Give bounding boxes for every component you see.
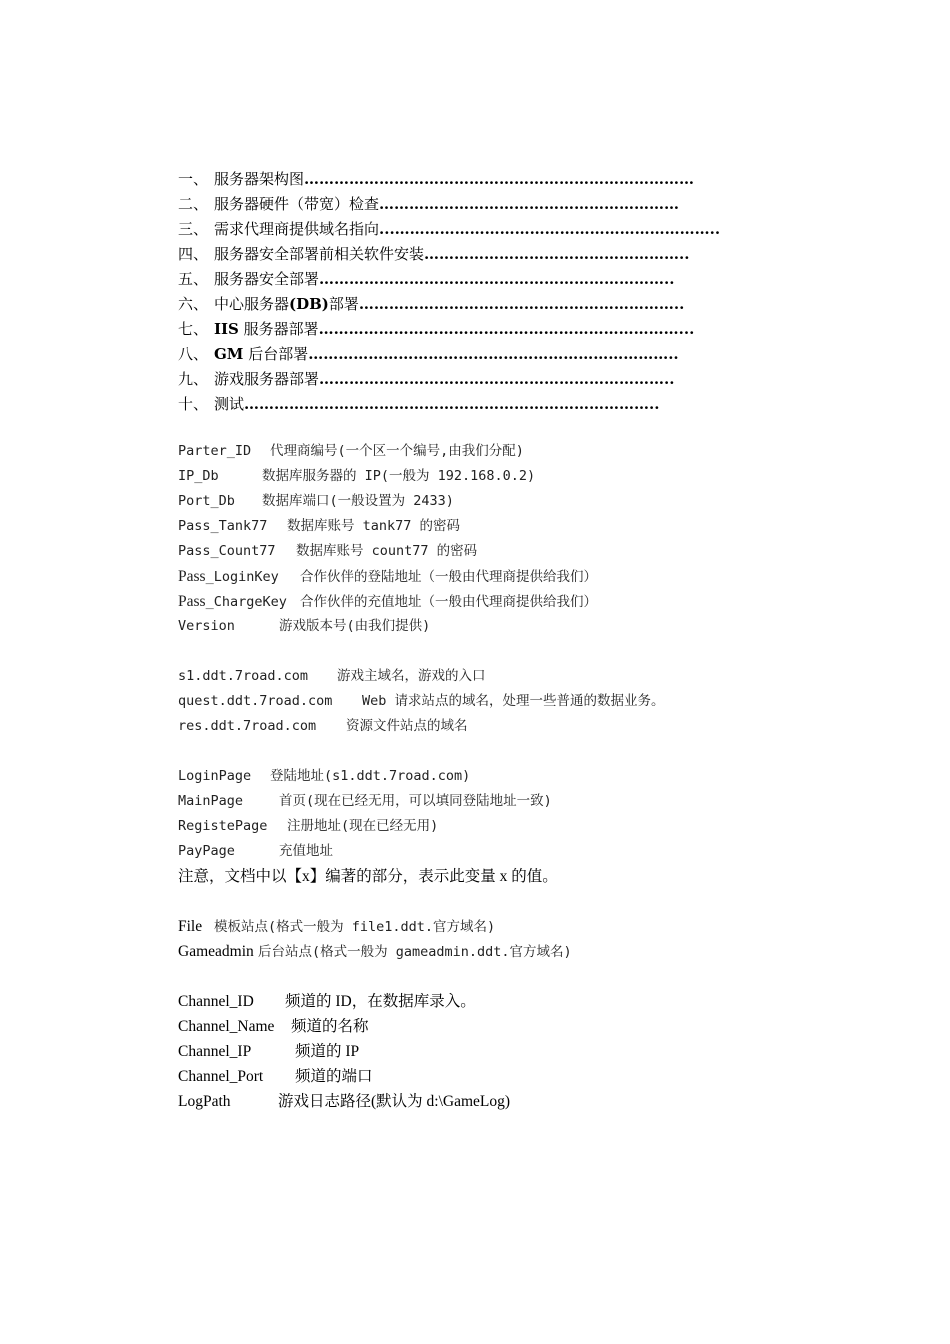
table-of-contents: [178, 167, 758, 417]
param-row: [178, 489, 597, 514]
channel-desc: 频道的名称: [291, 1018, 369, 1035]
site-key: File: [178, 918, 203, 935]
domain-desc: Web 请求站点的域名，处理一些普通的数据业务。: [362, 693, 665, 709]
site-desc: 模板站点(格式一般为 file1.ddt.官方域名): [214, 919, 496, 935]
toc-number: 五、: [178, 270, 209, 288]
param-key: Parter_ID: [178, 443, 252, 459]
toc-title: [214, 317, 319, 342]
toc-leader: ……………………………………………………: [379, 195, 680, 213]
page-key: PayPage: [178, 843, 235, 859]
channel-row: [178, 989, 510, 1014]
toc-item: [178, 392, 758, 417]
toc-title-text: 部署: [328, 295, 359, 313]
toc-title-text: 中心服务器: [214, 295, 290, 313]
toc-item: [178, 342, 758, 367]
toc-item: [178, 292, 758, 317]
page-key: MainPage: [178, 793, 244, 809]
param-key: [178, 564, 300, 590]
domain-key: quest.ddt.7road.com: [178, 693, 333, 709]
toc-item: [178, 317, 758, 342]
page-key: RegistePage: [178, 818, 268, 834]
note-text: 注意，文档中以【x】编著的部分，表示此变量 x 的值。: [178, 868, 558, 885]
param-key-suffix: _ChargeKey: [205, 594, 287, 610]
param-row: [178, 464, 597, 489]
toc-leader: ………………………………………………………………………..: [244, 395, 660, 413]
param-row: [178, 439, 597, 464]
toc-title: 服务器安全部署: [214, 270, 320, 288]
toc-item: [178, 217, 758, 242]
page-row: [178, 814, 558, 839]
toc-number: 九、: [178, 370, 209, 388]
toc-item: [178, 242, 758, 267]
page-desc: 登陆地址(s1.ddt.7road.com): [270, 768, 471, 784]
site-row: [178, 914, 572, 939]
toc-leader: ………………………………………………………………..: [308, 345, 679, 363]
page-key: LoginPage: [178, 768, 252, 784]
channel-row: [178, 1014, 510, 1039]
toc-title: 服务器安全部署前相关软件安装: [214, 245, 425, 263]
toc-leader: ……………………………………………………………………: [304, 170, 695, 188]
toc-item: [178, 367, 758, 392]
param-desc: 数据库端口(一般设置为 2433): [262, 493, 454, 509]
param-key-prefix: Pass: [178, 593, 206, 610]
toc-number: 六、: [178, 295, 209, 313]
param-row: [178, 539, 597, 564]
toc-title-bold: GM: [214, 345, 244, 363]
channel-desc: 游戏日志路径(默认为 d:\GameLog): [278, 1093, 511, 1110]
channel-desc: 频道的 IP: [295, 1043, 360, 1060]
toc-title: 游戏服务器部署: [214, 370, 320, 388]
channel-desc: 频道的 ID，在数据库录入。: [285, 993, 476, 1010]
param-key: Pass_Count77: [178, 543, 276, 559]
domain-list: [178, 664, 665, 739]
toc-number: 八、: [178, 345, 209, 363]
param-row: [178, 514, 597, 539]
toc-title: 测试: [214, 395, 245, 413]
site-list: [178, 914, 572, 964]
toc-item: [178, 192, 758, 217]
channel-row: [178, 1039, 510, 1064]
toc-leader: ………………………………………………………..: [358, 295, 685, 313]
channel-list: [178, 989, 510, 1114]
domain-row: [178, 714, 665, 739]
toc-leader: ……………………………………………………………..: [319, 370, 675, 388]
toc-title-text: 服务器部署: [238, 320, 319, 338]
param-row: [178, 589, 597, 614]
param-key: [178, 589, 300, 615]
domain-desc: 游戏主域名，游戏的入口: [337, 668, 486, 684]
page-row: [178, 839, 558, 864]
param-key: Port_Db: [178, 493, 235, 509]
param-desc: 合作伙伴的充值地址（一般由代理商提供给我们）: [300, 594, 597, 610]
param-desc: 数据库账号 count77 的密码: [296, 543, 478, 559]
channel-key: Channel_Name: [178, 1018, 275, 1035]
site-desc: 后台站点(格式一般为 gameadmin.ddt.官方域名): [258, 944, 572, 960]
toc-leader: ……………………………………………………………..: [319, 270, 675, 288]
channel-row: [178, 1064, 510, 1089]
param-row: [178, 614, 597, 639]
toc-item: [178, 267, 758, 292]
domain-desc: 资源文件站点的域名: [346, 718, 468, 734]
toc-title: 服务器架构图: [214, 170, 305, 188]
param-key-suffix: _LoginKey: [205, 569, 279, 585]
toc-title-bold: (DB): [289, 295, 329, 313]
domain-row: [178, 664, 665, 689]
site-row: [178, 939, 572, 964]
page-list: [178, 764, 558, 889]
page-row: [178, 789, 558, 814]
page-row: [178, 764, 558, 789]
toc-leader: ………………………………………………………………...: [318, 320, 695, 338]
toc-title: [214, 342, 308, 367]
parameter-list: [178, 439, 597, 639]
toc-number: 三、: [178, 220, 209, 238]
toc-number: 二、: [178, 195, 209, 213]
toc-title-text: 后台部署: [243, 345, 309, 363]
toc-number: 一、: [178, 170, 209, 188]
channel-key: LogPath: [178, 1093, 231, 1110]
toc-number: 四、: [178, 245, 209, 263]
channel-desc: 频道的端口: [295, 1068, 373, 1085]
toc-title-bold: IIS: [214, 320, 239, 338]
toc-title: 服务器硬件（带宽）检查: [214, 195, 380, 213]
param-key: Version: [178, 618, 235, 634]
domain-key: s1.ddt.7road.com: [178, 668, 309, 684]
param-key: Pass_Tank77: [178, 518, 268, 534]
page-desc: 充值地址: [279, 843, 333, 859]
toc-title: 需求代理商提供域名指向: [214, 220, 380, 238]
toc-leader: ……………………………………………..: [424, 245, 690, 263]
param-key: IP_Db: [178, 468, 219, 484]
param-row: [178, 564, 597, 589]
domain-key: res.ddt.7road.com: [178, 718, 317, 734]
site-key: Gameadmin: [178, 943, 254, 960]
toc-title: [214, 292, 359, 317]
param-desc: 数据库账号 tank77 的密码: [287, 518, 461, 534]
page-desc: 首页(现在已经无用，可以填同登陆地址一致): [279, 793, 552, 809]
channel-key: Channel_IP: [178, 1043, 252, 1060]
toc-number: 七、: [178, 320, 209, 338]
toc-leader: ...………………………………………………………..: [379, 220, 721, 238]
param-desc: 游戏版本号(由我们提供): [279, 618, 431, 634]
param-key-prefix: Pass: [178, 568, 206, 585]
toc-number: 十、: [178, 395, 209, 413]
page-desc: 注册地址(现在已经无用): [287, 818, 439, 834]
channel-key: Channel_ID: [178, 993, 254, 1010]
param-desc: 合作伙伴的登陆地址（一般由代理商提供给我们）: [300, 569, 597, 585]
domain-row: [178, 689, 665, 714]
channel-row: [178, 1089, 510, 1114]
channel-key: Channel_Port: [178, 1068, 264, 1085]
param-desc: 数据库服务器的 IP(一般为 192.168.0.2): [262, 468, 536, 484]
toc-item: [178, 167, 758, 192]
param-desc: 代理商编号(一个区一个编号,由我们分配): [270, 443, 524, 459]
